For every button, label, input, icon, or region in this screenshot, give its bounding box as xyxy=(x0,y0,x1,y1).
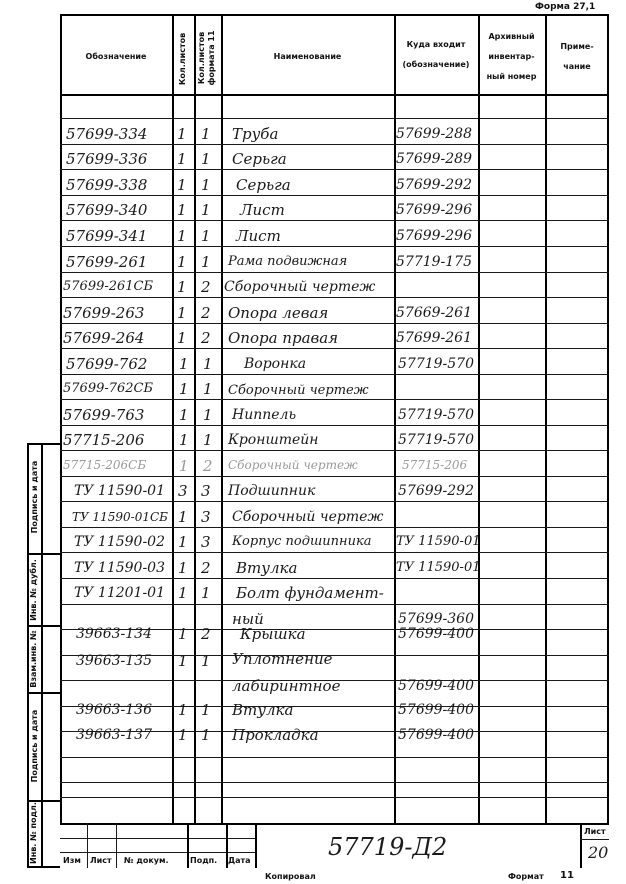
row-qty-f11: 1 xyxy=(201,253,211,271)
header-note-2: чание xyxy=(563,62,591,71)
row-line xyxy=(60,246,609,247)
title-grid-line xyxy=(255,823,257,868)
row-where-used: 57699-296 xyxy=(396,228,472,244)
row-where-used: ТУ 11590-01 xyxy=(396,560,481,575)
row-qty: 1 xyxy=(177,278,187,296)
title-grid-line xyxy=(87,823,88,868)
row-qty: 1 xyxy=(177,304,187,322)
row-line xyxy=(60,220,609,221)
row-line xyxy=(60,604,609,605)
row-qty-f11: 2 xyxy=(203,457,213,475)
row-qty: 3 xyxy=(178,482,188,500)
row-name: Сборочный чертеж xyxy=(228,458,358,472)
row-qty: 1 xyxy=(178,726,188,744)
side-strip-divider xyxy=(41,443,43,868)
row-line xyxy=(60,757,609,758)
row-where-used: 57699-400 xyxy=(398,702,474,718)
row-line xyxy=(60,144,609,145)
row-qty-f11: 2 xyxy=(201,278,211,296)
row-qty-f11: 3 xyxy=(201,533,211,551)
row-line xyxy=(60,297,609,298)
row-qty-f11: 1 xyxy=(201,201,211,219)
row-line xyxy=(60,782,609,783)
row-where-used: 57699-400 xyxy=(398,678,474,694)
row-name: ный xyxy=(232,610,264,628)
row-name: Крышка xyxy=(240,625,306,643)
row-where-used: 57669-261 xyxy=(396,305,472,321)
row-designation: 57699-263 xyxy=(63,304,145,322)
row-qty: 1 xyxy=(178,584,188,602)
row-where-used: 57699-400 xyxy=(398,727,474,743)
row-qty-f11: 1 xyxy=(201,227,211,245)
row-qty: 1 xyxy=(178,701,188,719)
row-qty: 1 xyxy=(177,227,187,245)
row-name: Уплотнение xyxy=(232,650,333,668)
row-name: Сборочный чертеж xyxy=(232,509,384,525)
row-designation: 57699-264 xyxy=(63,329,145,347)
row-name: Лист xyxy=(236,227,281,245)
sheet-number: 20 xyxy=(588,843,609,862)
side-label-vzam-inv: Взам.инв. № xyxy=(29,630,38,688)
row-line xyxy=(60,323,609,324)
row-qty-f11: 1 xyxy=(201,176,211,194)
title-block-top xyxy=(60,823,609,825)
row-designation: 57699-340 xyxy=(66,201,148,219)
row-designation: 57715-206СБ xyxy=(63,458,147,472)
row-line xyxy=(60,348,609,349)
side-label-inv-dubl: Инв. № дубл. xyxy=(29,559,38,621)
row-qty-f11: 1 xyxy=(201,125,211,143)
col-line xyxy=(221,14,223,824)
row-where-used: 57699-292 xyxy=(398,483,474,499)
row-designation: 57699-341 xyxy=(66,227,148,245)
row-qty: 1 xyxy=(179,406,189,424)
row-name: лабиринтное xyxy=(232,677,341,695)
row-name: Труба xyxy=(232,125,279,143)
row-qty: 1 xyxy=(178,559,188,577)
row-where-used: 57719-175 xyxy=(396,254,472,270)
form-label: Форма 27,1 xyxy=(535,2,596,12)
row-name: Кронштейн xyxy=(228,432,319,448)
row-qty: 1 xyxy=(179,457,189,475)
sheet-label: Лист xyxy=(584,827,606,836)
row-designation: 57699-763 xyxy=(63,406,145,424)
row-qty-f11: 1 xyxy=(203,380,213,398)
row-qty-f11: 1 xyxy=(203,355,213,373)
row-line xyxy=(60,476,609,477)
row-line xyxy=(60,797,609,798)
row-name: Сборочный чертеж xyxy=(228,383,369,398)
title-list: Лист xyxy=(90,856,112,865)
row-name: Серьга xyxy=(236,176,291,194)
row-name: Прокладка xyxy=(232,726,319,744)
row-qty: 1 xyxy=(177,125,187,143)
row-qty: 1 xyxy=(177,176,187,194)
footer-format-label: Формат xyxy=(508,872,544,881)
row-qty-f11: 1 xyxy=(201,584,211,602)
row-designation: 39663-134 xyxy=(76,626,152,642)
row-where-used: 57715-206 xyxy=(402,458,468,472)
row-qty: 1 xyxy=(178,508,188,526)
header-qty-sheets-f11-text: Кол.листов формата 11 xyxy=(197,30,216,86)
row-qty: 1 xyxy=(177,150,187,168)
row-qty-f11: 3 xyxy=(201,508,211,526)
row-line xyxy=(60,425,609,426)
row-qty-f11: 1 xyxy=(203,431,213,449)
footer-copied: Копировал xyxy=(265,872,316,881)
blank-row-line xyxy=(60,118,609,119)
row-name: Рама подвижная xyxy=(228,254,348,269)
row-designation: 57699-338 xyxy=(66,176,148,194)
title-doc-no: № докум. xyxy=(124,856,169,865)
row-name: Корпус подшипника xyxy=(232,534,372,549)
row-designation: 39663-136 xyxy=(76,702,152,718)
row-line xyxy=(60,374,609,375)
row-designation: ТУ 11590-01 xyxy=(74,483,165,499)
row-designation: 57699-334 xyxy=(66,125,148,143)
row-qty: 1 xyxy=(179,431,189,449)
row-designation: 39663-137 xyxy=(76,727,152,743)
row-name: Воронка xyxy=(244,356,307,372)
row-designation: ТУ 11590-03 xyxy=(74,560,165,576)
row-qty: 1 xyxy=(178,652,188,670)
row-where-used: 57719-570 xyxy=(398,432,474,448)
row-designation: 57699-762 xyxy=(66,355,148,373)
row-qty: 1 xyxy=(177,253,187,271)
row-qty-f11: 3 xyxy=(201,482,211,500)
row-designation: 57715-206 xyxy=(63,431,145,449)
side-label-signature-date-bottom: Подпись и дата xyxy=(30,709,39,783)
header-where-used-2: (обозначение) xyxy=(402,60,470,69)
row-where-used: 57719-570 xyxy=(398,407,474,423)
header-qty-sheets-f11 xyxy=(197,18,217,98)
row-line xyxy=(60,578,609,579)
title-izm: Изм xyxy=(63,856,81,865)
col-line xyxy=(194,14,196,824)
row-qty: 1 xyxy=(177,201,187,219)
row-where-used: 57699-360 xyxy=(398,611,474,627)
header-qty-sheets: Кол.листов xyxy=(178,32,187,86)
row-name: Болт фундамент- xyxy=(236,584,384,602)
row-designation: 57699-762СБ xyxy=(63,381,154,396)
header-archive-1: Архивный xyxy=(488,32,535,41)
header-bottom-line xyxy=(60,94,609,96)
row-qty-f11: 2 xyxy=(201,559,211,577)
side-label-signature-date-top: Подпись и дата xyxy=(30,460,39,534)
row-name: Втулка xyxy=(232,701,294,719)
row-designation: ТУ 11590-02 xyxy=(74,534,165,550)
row-line xyxy=(60,272,609,273)
col-line xyxy=(545,14,547,824)
footer-format-value: 11 xyxy=(560,870,574,881)
header-archive-3: ный номер xyxy=(486,72,537,81)
row-designation: 57699-261 xyxy=(66,253,148,271)
row-where-used: ТУ 11590-01 xyxy=(396,534,481,549)
row-designation: 39663-135 xyxy=(76,653,152,669)
row-qty-f11: 2 xyxy=(201,304,211,322)
row-qty-f11: 2 xyxy=(201,625,211,643)
row-line xyxy=(60,501,609,502)
row-name: Опора правая xyxy=(228,329,339,347)
row-where-used: 57699-400 xyxy=(398,626,474,642)
col-line xyxy=(172,14,174,824)
title-podp: Подп. xyxy=(190,856,218,865)
row-line xyxy=(60,195,609,196)
col-line xyxy=(478,14,480,824)
header-note-1: Приме- xyxy=(560,42,594,51)
row-name: Втулка xyxy=(236,559,298,577)
header-where-used-1: Куда входит xyxy=(406,40,466,49)
row-line xyxy=(60,527,609,528)
title-grid-line xyxy=(580,823,582,868)
row-line xyxy=(60,450,609,451)
row-where-used: 57719-570 xyxy=(398,356,474,372)
row-where-used: 57699-261 xyxy=(396,330,472,346)
row-qty-f11: 1 xyxy=(201,701,211,719)
row-qty: 1 xyxy=(178,625,188,643)
row-name: Подшипник xyxy=(228,483,316,499)
header-archive-2: инвентар- xyxy=(488,52,535,61)
row-name: Лист xyxy=(240,201,285,219)
header-designation: Обозначение xyxy=(85,52,147,61)
row-qty: 1 xyxy=(179,355,189,373)
row-qty-f11: 2 xyxy=(201,329,211,347)
title-grid-line xyxy=(580,839,609,840)
row-designation: ТУ 11590-01СБ xyxy=(72,510,168,524)
row-where-used: 57699-292 xyxy=(396,177,472,193)
row-qty-f11: 1 xyxy=(201,726,211,744)
row-where-used: 57699-288 xyxy=(396,126,472,142)
row-name: Опора левая xyxy=(228,304,329,322)
row-qty-f11: 1 xyxy=(201,652,211,670)
row-where-used: 57699-289 xyxy=(396,151,472,167)
row-designation: ТУ 11201-01 xyxy=(74,585,165,601)
title-grid-line xyxy=(116,823,117,868)
row-designation: 57699-261СБ xyxy=(63,279,154,294)
side-label-inv-orig: Инв. № подл. xyxy=(29,802,38,864)
row-name: Ниппель xyxy=(232,407,297,423)
row-name: Сборочный чертеж xyxy=(224,279,376,295)
row-qty: 1 xyxy=(177,329,187,347)
row-where-used: 57699-296 xyxy=(396,202,472,218)
row-qty-f11: 1 xyxy=(203,406,213,424)
row-qty-f11: 1 xyxy=(201,150,211,168)
row-qty: 1 xyxy=(179,380,189,398)
row-line xyxy=(60,552,609,553)
row-line xyxy=(60,169,609,170)
row-designation: 57699-336 xyxy=(66,150,148,168)
title-grid-line xyxy=(187,823,189,868)
document-designation: 57719-Д2 xyxy=(328,833,448,861)
header-name: Наименование xyxy=(273,52,342,61)
row-qty: 1 xyxy=(178,533,188,551)
row-name: Серьга xyxy=(232,150,287,168)
title-date: Дата xyxy=(228,856,251,865)
